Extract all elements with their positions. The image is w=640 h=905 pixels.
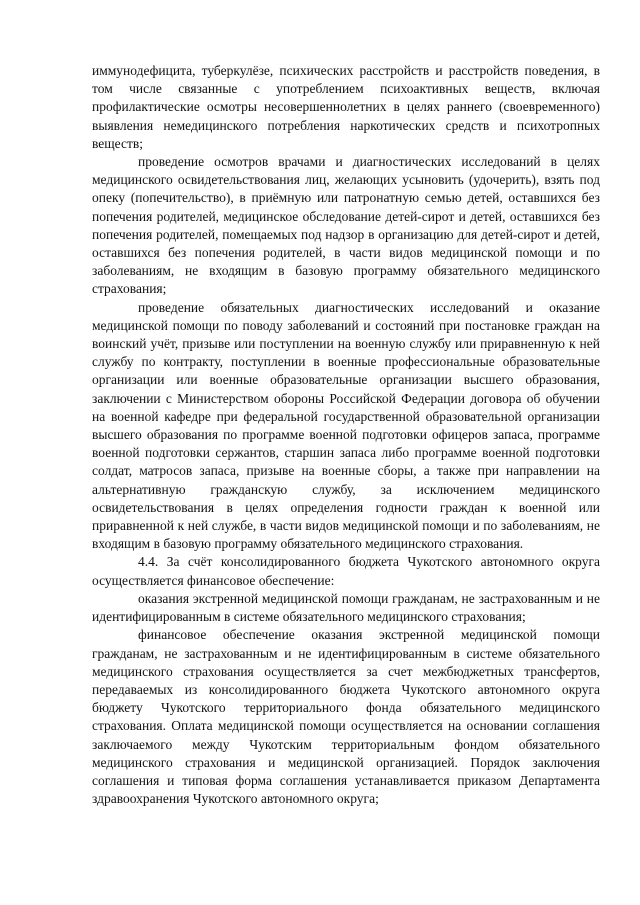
paragraph-adoption-exams: проведение осмотров врачами и диагностических исследований в целях медицинского освидетельствования лиц, желающих усыновить (удочерить), взять под опеку (попечительство), в приёмную или патронатную семью детей, оставшихся без попечения родителей, медицинское обследование детей-сирот и детей, оставшихся без попечения родителей, помещаемых под надзор в организацию для детей-сирот и детей, оставшихся без попечения родителей, в части видов медицинской помощи и по заболеваниям, не входящим в базовую программу обязательного медицинского страхования;: [92, 154, 600, 297]
document-body: [92, 62, 600, 808]
paragraph-military-exams: проведение обязательных диагностических исследований и оказание медицинской помощи по поводу заболеваний и состояний при постановке граждан на воинский учёт, призыве или поступлении на военную службу или приравненную к ней службу по контракту, поступлении в военные профессиональные образовательные организации или военные образовательные организации высшего образования, заключении с Министерством обороны Российской Федерации договора об обучении на военной кафедре при федеральной государственной образовательной организации высшего образования по программе военной подготовки офицеров запаса, программе военной подготовки сержантов, старшин запаса либо программе военной подготовки солдат, матросов запаса, призыве на военные сборы, а также при направлении на альтернативную гражданскую службу, за исключением медицинского освидетельствования в целях определения годности граждан к военной или приравненной к ней службе, в части видов медицинской помощи и по заболеваниям, не входящим в базовую программу обязательного медицинского страхования.: [92, 299, 600, 552]
paragraph-emergency-financing: финансовое обеспечение оказания экстренной медицинской помощи гражданам, не застрахованным и не идентифицированным в системе обязательного медицинского страхования осуществляется за счет межбюджетных трансфертов, передаваемых из консолидированного бюджета Чукотского автономного округа бюджету Чукотского территориального фонда обязательного медицинского страхования. Оплата медицинской помощи осуществляется на основании соглашения заключаемого между Чукотским территориальным фондом обязательного медицинского страхования и медицинской организацией. Порядок заключения соглашения и типовая форма соглашения устанавливается приказом Департамента здравоохранения Чукотского автономного округа;: [92, 627, 600, 807]
paragraph-continuation: иммунодефицита, туберкулёзе, психических расстройств и расстройств поведения, в том числе связанные с употреблением психоактивных веществ, включая профилактические осмотры несовершеннолетних в целях раннего (своевременного) выявления немедицинского потребления наркотических средств и психотропных веществ;: [92, 63, 600, 151]
paragraph-section-4-4: 4.4. За счёт консолидированного бюджета Чукотского автономного округа осуществляется финансовое обеспечение:: [92, 554, 600, 588]
paragraph-emergency-care: оказания экстренной медицинской помощи гражданам, не застрахованным и не идентифицированным в системе обязательного медицинского страхования;: [92, 590, 600, 625]
